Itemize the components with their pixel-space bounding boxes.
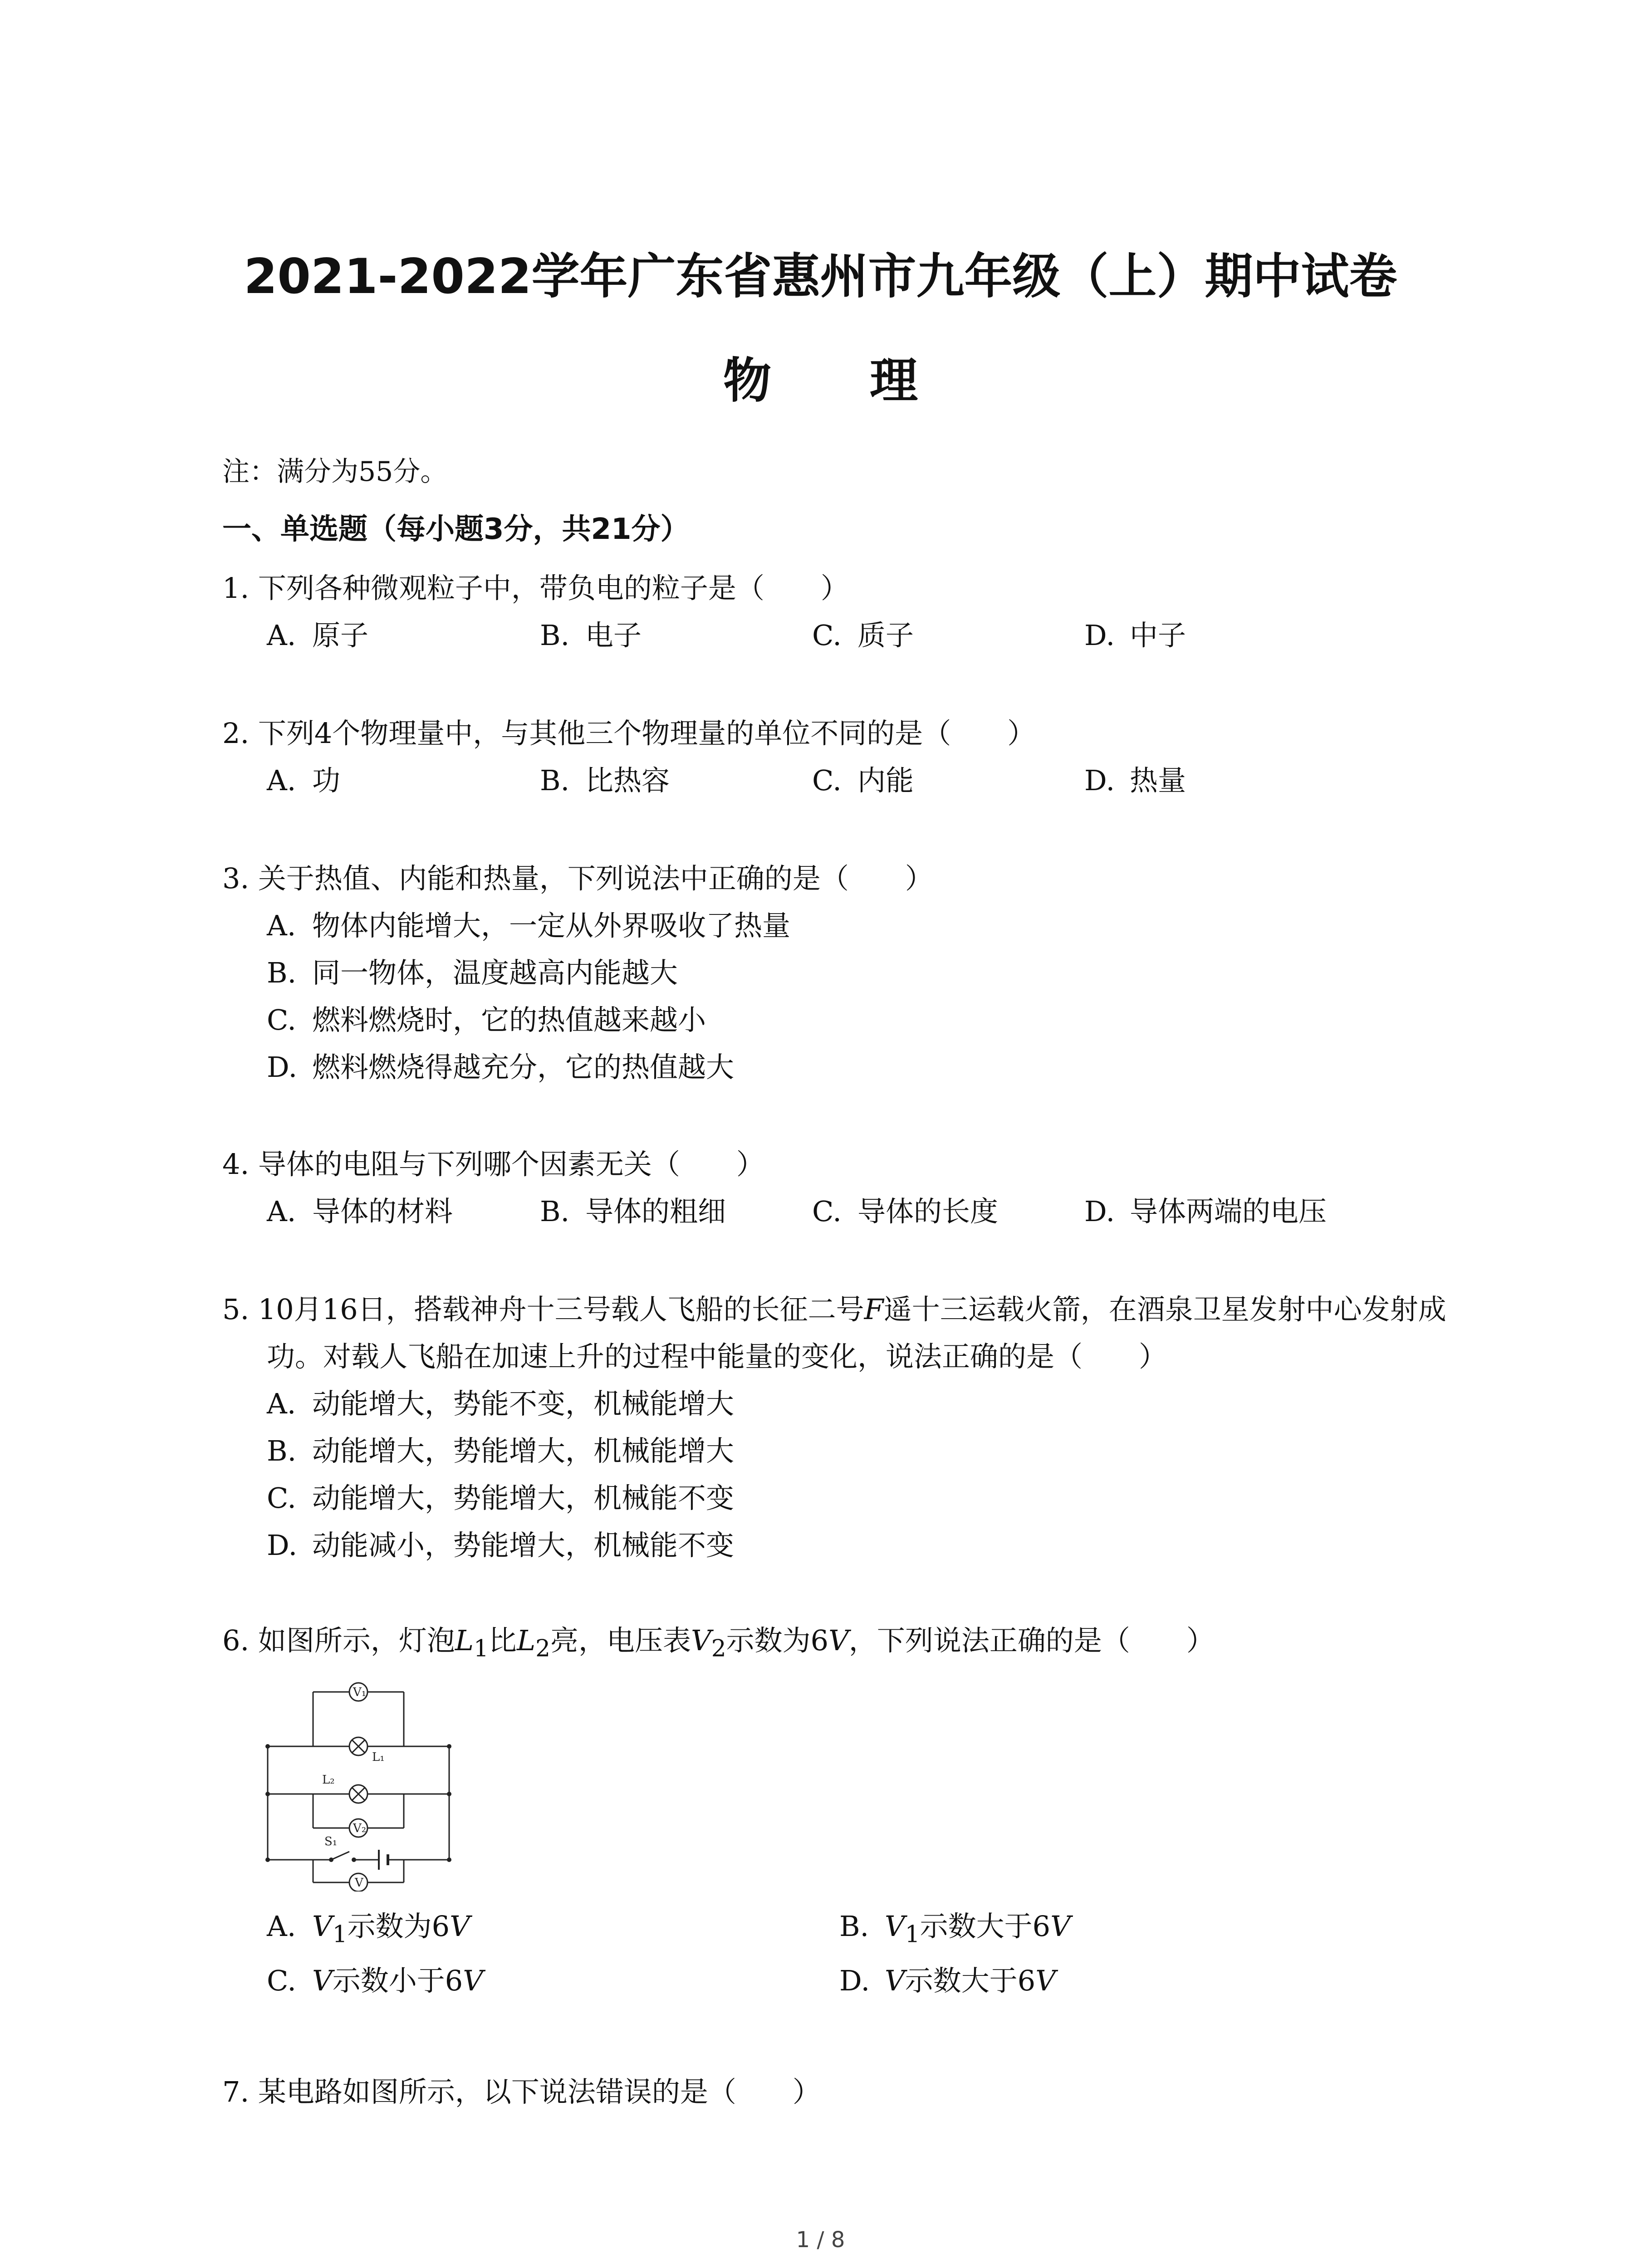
v1-label: V₁ — [353, 1686, 367, 1699]
v2-label: V₂ — [353, 1822, 367, 1835]
option-b[interactable]: B. 同一物体，温度越高内能越大 — [267, 956, 678, 989]
option-d[interactable]: D. 热量 — [1084, 764, 1186, 797]
question-stem: 1. 下列各种微观粒子中，带负电的粒子是（ ） — [222, 572, 849, 605]
option-row — [222, 1957, 1470, 2004]
option-d[interactable]: D. 动能减小，势能增大，机械能不变 — [267, 1529, 735, 1562]
section-heading: 一、单选题（每小题3分，共21分） — [222, 513, 690, 546]
question-stem: 7. 某电路如图所示，以下说法错误的是（ ） — [222, 2075, 821, 2108]
question-5 — [222, 1286, 1470, 1569]
option-c[interactable]: C. 燃料燃烧时，它的热值越来越小 — [267, 1003, 706, 1036]
option-a[interactable]: A. 动能增大，势能不变，机械能增大 — [267, 1387, 735, 1420]
l1-label: L₁ — [372, 1750, 385, 1764]
option-d[interactable]: D. V示数大于6V — [839, 1964, 1056, 1997]
circuit-diagram — [263, 1678, 454, 1892]
option-b[interactable]: B. 比热容 — [540, 764, 670, 797]
option-a[interactable]: A. 功 — [267, 764, 341, 797]
option-d[interactable]: D. 燃料燃烧得越充分，它的热值越大 — [267, 1051, 735, 1084]
option-b[interactable]: B. $V_1$示数大于6V — [839, 1910, 1071, 1948]
question-7 — [222, 2068, 1470, 2116]
question-6-options — [222, 1903, 1470, 2004]
option-b[interactable]: B. 动能增大，势能增大，机械能增大 — [267, 1434, 735, 1467]
s1-label: S₁ — [324, 1835, 338, 1848]
option-a[interactable]: A. 导体的材料 — [267, 1195, 453, 1228]
option-b[interactable]: B. 导体的粗细 — [540, 1195, 726, 1228]
question-stem: 5. 10月16日，搭载神舟十三号载人飞船的长征二号F遥十三运载火箭，在酒泉卫星发射中心发射成功。对载人飞船在加速上升的过程中能量的变化，说法正确的是（ ） — [222, 1293, 1446, 1373]
question-2 — [222, 710, 1470, 804]
page-number: 1 / 8 — [796, 2227, 845, 2253]
option-c[interactable]: C. V示数小于6V — [267, 1964, 484, 1997]
exam-subject: 物 理 — [723, 353, 959, 409]
question-stem: 2. 下列4个物理量中，与其他三个物理量的单位不同的是（ ） — [222, 717, 1036, 750]
exam-title: 2021-2022学年广东省惠州市九年级（上）期中试卷 — [244, 249, 1397, 304]
option-c[interactable]: C. 质子 — [812, 619, 914, 652]
option-row — [222, 612, 1470, 659]
score-note: 注：满分为55分。 — [222, 456, 448, 488]
option-row — [222, 757, 1470, 804]
option-a[interactable]: A. $V_1$示数为6V — [267, 1910, 470, 1948]
question-stem: 6. 如图所示，灯泡$L_1$比$L_2$亮，电压表$V_2$示数为6V，下列说法正确的是（ ） — [222, 1624, 1215, 1662]
l2-label: L₂ — [322, 1773, 335, 1787]
option-d[interactable]: D. 中子 — [1084, 619, 1186, 652]
question-3 — [222, 855, 1470, 1091]
option-a[interactable]: A. 物体内能增大，一定从外界吸收了热量 — [267, 909, 791, 942]
question-stem: 4. 导体的电阻与下列哪个因素无关（ ） — [222, 1148, 764, 1181]
v-label: V — [355, 1876, 363, 1890]
option-c[interactable]: C. 动能增大，势能增大，机械能不变 — [267, 1481, 735, 1515]
question-4 — [222, 1141, 1470, 1235]
option-c[interactable]: C. 导体的长度 — [812, 1195, 999, 1228]
option-row — [222, 1188, 1470, 1235]
switch-s1 — [331, 1852, 349, 1860]
option-b[interactable]: B. 电子 — [540, 619, 642, 652]
question-stem: 3. 关于热值、内能和热量，下列说法中正确的是（ ） — [222, 862, 933, 895]
option-d[interactable]: D. 导体两端的电压 — [1084, 1195, 1327, 1228]
question-1 — [222, 565, 1470, 659]
option-a[interactable]: A. 原子 — [267, 619, 369, 652]
option-row — [222, 1903, 1470, 1950]
question-6 — [222, 1617, 1470, 1672]
option-c[interactable]: C. 内能 — [812, 764, 914, 797]
